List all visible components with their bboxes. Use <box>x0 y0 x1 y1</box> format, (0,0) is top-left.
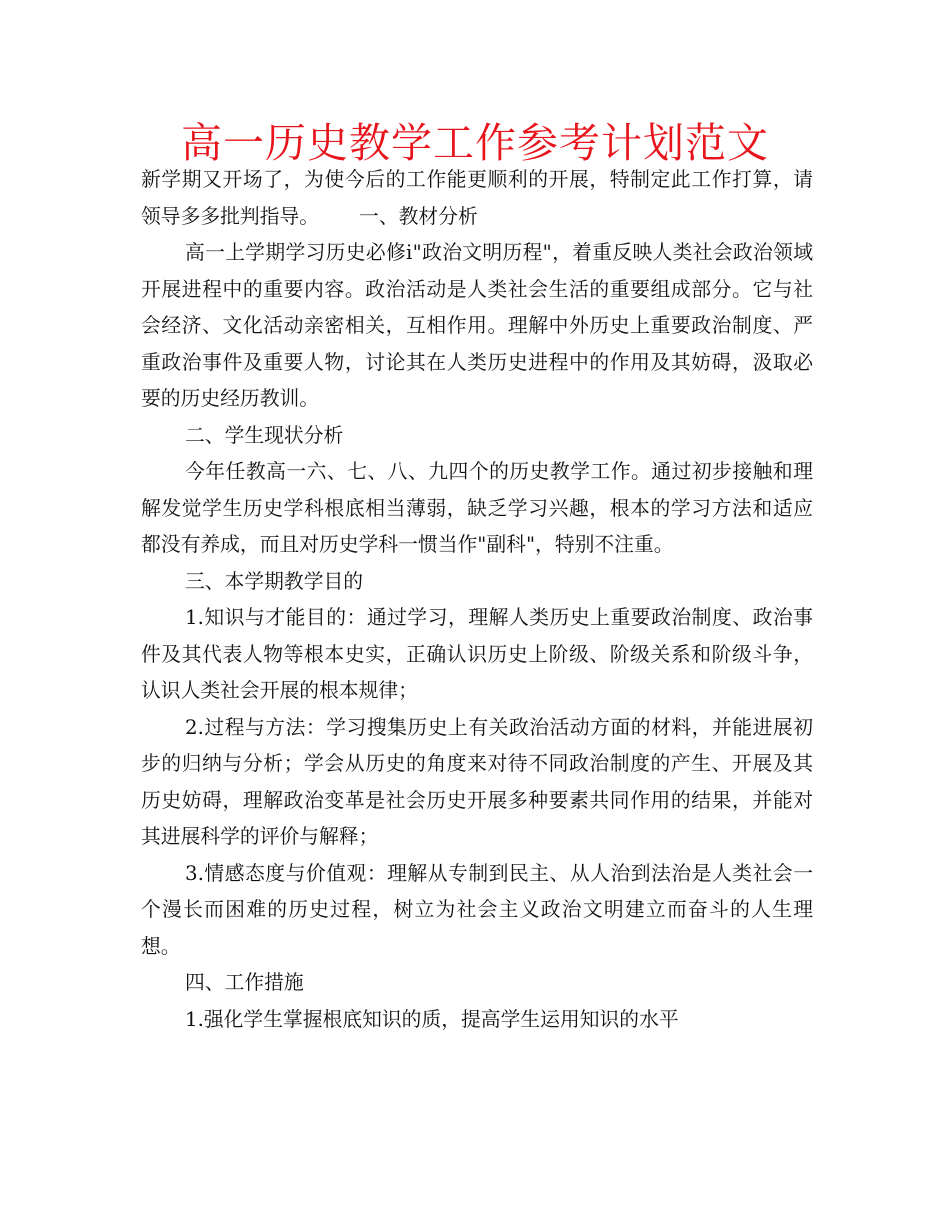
paragraph-student-status: 今年任教高一六、七、八、九四个的历史教学工作。通过初步接触和理解发觉学生历史学科根底相当薄弱，缺乏学习兴趣，根本的学习方法和适应都没有养成，而且对历史学科一惯当作"副科"，特别不注重。 <box>141 460 813 556</box>
paragraph-textbook-analysis: 高一上学期学习历史必修ⅰ"政治文明历程"，着重反映人类社会政治领域开展进程中的重要内容。政治活动是人类社会生活的重要组成部分。它与社会经济、文化活动亲密相关，互相作用。理解中外历史上重要政治制度、严重政治事件及重要人物，讨论其在人类历史进程中的作用及其妨碍，汲取必要的历史经历教训。 <box>141 241 813 410</box>
paragraph-goal-values: 3.情感态度与价值观：理解从专制到民主、从人治到法治是人类社会一个漫长而困难的历史过程，树立为社会主义政治文明建立而奋斗的人生理想。 <box>141 861 813 958</box>
paragraph-measure-1: 1.强化学生掌握根底知识的质，提高学生运用知识的水平 <box>185 1007 679 1031</box>
paragraph-goal-process: 2.过程与方法：学习搜集历史上有关政治活动方面的材料，并能进展初步的归纳与分析；学会从历史的角度来对待不同政治制度的产生、开展及其历史妨碍，理解政治变革是社会历史开展多种要素共同作用的结果，并能对其进展科学的评价与解释； <box>141 715 813 848</box>
paragraph-goal-knowledge: 1.知识与才能目的：通过学习，理解人类历史上重要政治制度、政治事件及其代表人物等根本史实，正确认识历史上阶级、阶级关系和阶级斗争，认识人类社会开展的根本规律； <box>141 606 813 702</box>
heading-student-status: 二、学生现状分析 <box>185 423 344 447</box>
intro-text: 新学期又开场了，为使今后的工作能更顺利的开展，特制定此工作打算，请领导多多批判指导。 <box>141 168 813 228</box>
heading-textbook-analysis: 一、教材分析 <box>359 204 478 228</box>
paragraph-intro <box>141 162 813 235</box>
heading-teaching-goals: 三、本学期教学目的 <box>185 569 364 593</box>
document-title: 高一历史教学工作参考计划范文 <box>181 119 769 167</box>
document-body <box>141 162 813 1038</box>
heading-work-measures: 四、工作措施 <box>185 971 304 994</box>
